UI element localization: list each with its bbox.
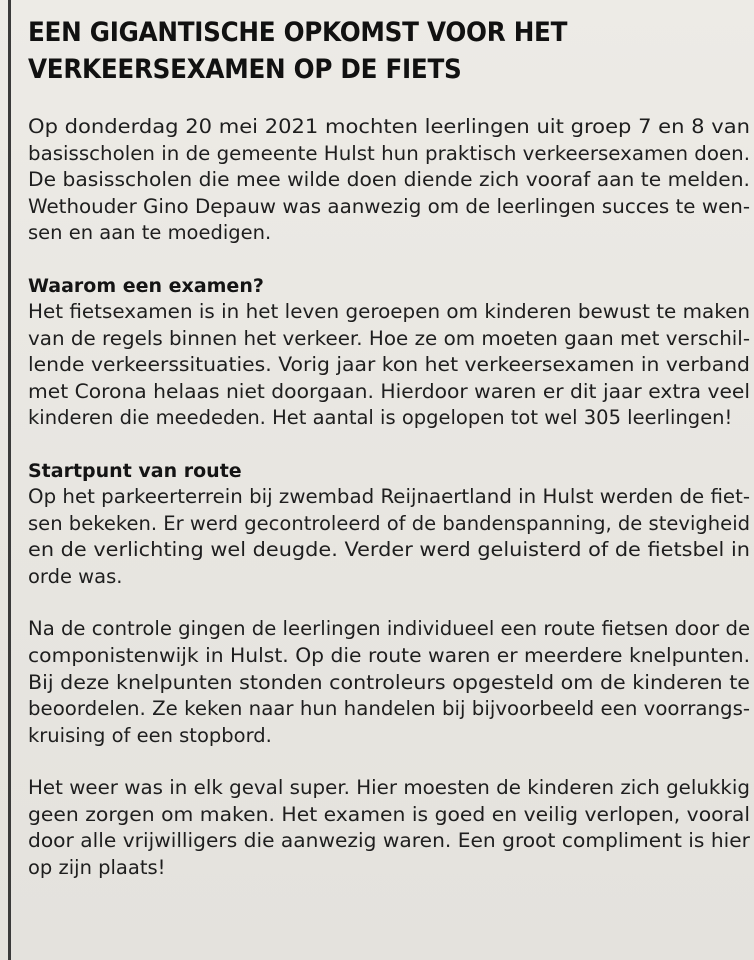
text-line: De basisscholen die mee wilde doen diende zich vooraf aan te melden. (28, 168, 750, 192)
text-line: basisscholen in de gemeente Hulst hun praktisch verkeersexamen doen. (28, 141, 751, 165)
text-line: beoordelen. Ze keken naar hun handelen bij bijvoorbeeld een voorrangs- (28, 697, 751, 721)
text-line: met Corona helaas niet doorgaan. Hierdoor waren er dit jaar extra veel (28, 379, 751, 403)
text-line: sen bekeken. Er werd gecontroleerd of de bandenspanning, de stevigheid (28, 511, 751, 535)
route-paragraph (28, 616, 750, 749)
section-paragraph-waarom (28, 299, 750, 432)
text-line: Bij deze knelpunten stonden controleurs opgesteld om de kinderen te (28, 670, 750, 694)
section-heading-waarom: Waarom een examen? (28, 274, 264, 297)
section-heading-startpunt: Startpunt van route (28, 459, 242, 482)
text-line: Het fietsexamen is in het leven geroepen om kinderen bewust te maken (28, 299, 750, 323)
text-line: componistenwijk in Hulst. Op die route waren er meerdere knelpunten. (28, 643, 751, 667)
text-line: geen zorgen om maken. Het examen is goed en veilig verlopen, vooral (28, 802, 751, 826)
text-line: en de verlichting wel deugde. Verder werd geluisterd of de fietsbel in (28, 538, 750, 562)
text-line: lende verkeerssituaties. Vorig jaar kon het verkeersexamen in verband (28, 353, 750, 377)
text-line: Wethouder Gino Depauw was aanwezig om de leerlingen succes te wen- (28, 194, 751, 218)
section-paragraph-startpunt (28, 484, 750, 590)
text-line: door alle vrijwilligers die aanwezig waren. Een groot compliment is hier (28, 829, 750, 853)
text-line: orde was. (28, 564, 123, 588)
article (28, 14, 750, 882)
article-headline (28, 14, 753, 88)
text-line: Op het parkeerterrein bij zwembad Reijnaertland in Hulst werden de fiet- (28, 484, 750, 508)
headline-line: VERKEERSEXAMEN OP DE FIETS (28, 54, 462, 85)
text-line: sen en aan te moedigen. (28, 221, 272, 245)
intro-paragraph (28, 114, 750, 247)
text-line: Het weer was in elk geval super. Hier moesten de kinderen zich gelukkig (28, 776, 750, 800)
text-line: van de regels binnen het verkeer. Hoe ze om moeten gaan met verschil- (28, 326, 751, 350)
text-line: Na de controle gingen de leerlingen individueel een route fietsen door de (28, 617, 751, 641)
text-line: kruising of een stopbord. (28, 723, 272, 747)
text-line: op zijn plaats! (28, 856, 166, 880)
weather-paragraph (28, 775, 750, 881)
headline-line: EEN GIGANTISCHE OPKOMST VOOR HET (28, 17, 568, 48)
column-rule (8, 0, 11, 960)
text-line: kinderen die meededen. Het aantal is opgelopen tot wel 305 leerlingen! (28, 406, 733, 430)
text-line: Op donderdag 20 mei 2021 mochten leerlingen uit groep 7 en 8 van (28, 115, 751, 138)
